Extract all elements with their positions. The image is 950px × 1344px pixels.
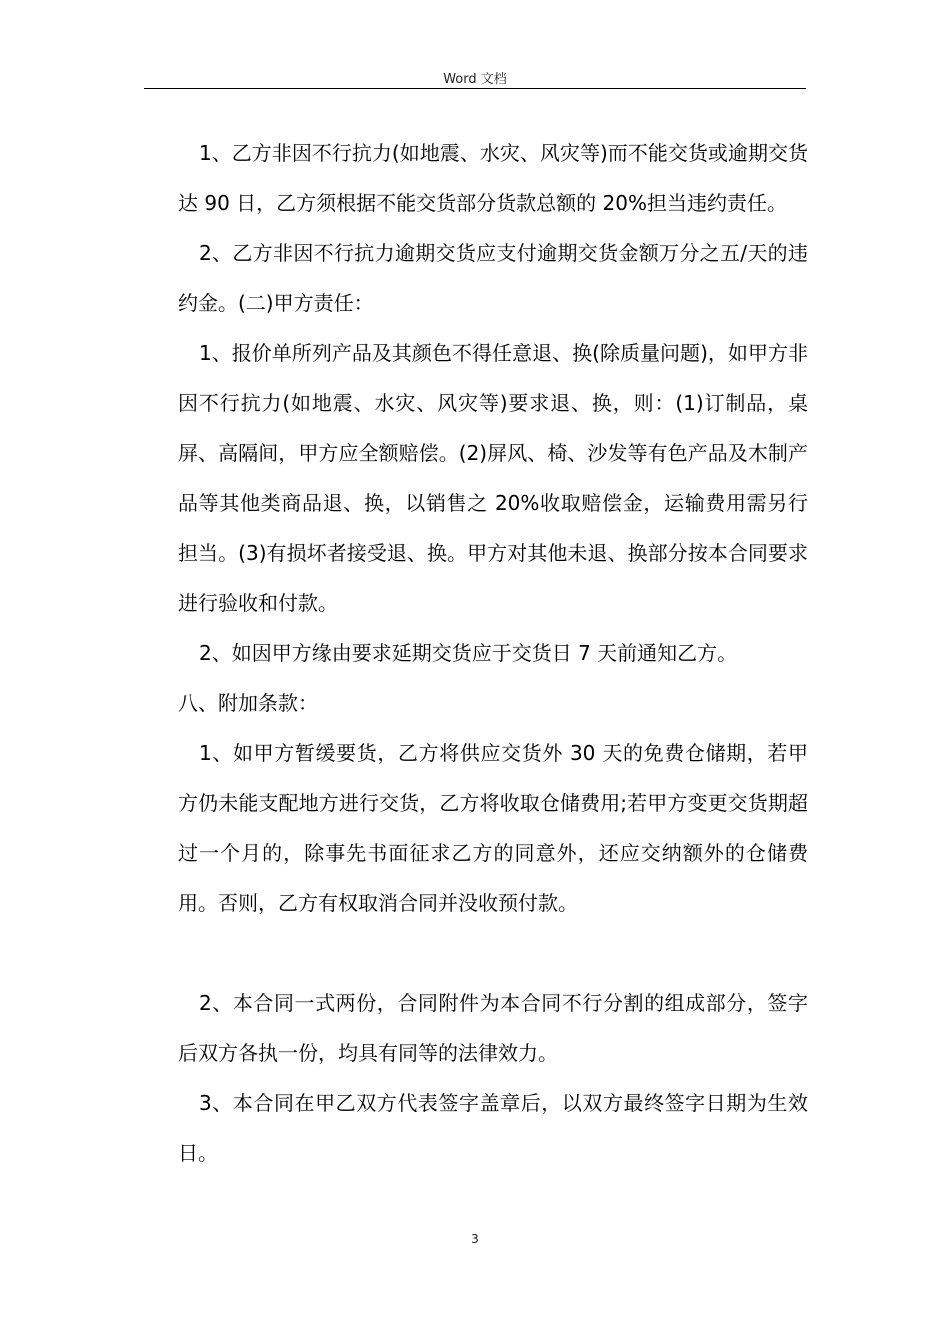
clause-paragraph-6: 1、如甲方暂缓要货，乙方将供应交货外 30 天的免费仓储期，若甲方仍未能支配地方进行交货，乙方将收取仓储费用;若甲方变更交货期超过一个月的，除事先书面征求乙方的同意外，还应交纳额外的仓储费用。否则，乙方有权取消合同并没收预付款。 bbox=[178, 741, 808, 915]
clause-paragraph-1: 1、乙方非因不行抗力(如地震、水灾、风灾等)而不能交货或逾期交货达 90 日，乙方须根据不能交货部分货款总额的 20%担当违约责任。 bbox=[178, 141, 808, 215]
clause-paragraph-2: 2、乙方非因不行抗力逾期交货应支付逾期交货金额万分之五/天的违约金。(二)甲方责任： bbox=[178, 241, 808, 315]
clause-paragraph-7: 2、本合同一式两份，合同附件为本合同不行分割的组成部分，签字后双方各执一份，均具有同等的法律效力。 bbox=[178, 991, 808, 1065]
page-header: Word 文档 bbox=[443, 72, 507, 87]
clause-paragraph-3: 1、报价单所列产品及其颜色不得任意退、换(除质量问题)，如甲方非因不行抗力(如地震、水灾、风灾等)要求退、换，则：(1)订制品，桌屏、高隔间，甲方应全额赔偿。(2)屏风、椅、沙发等有色产品及木制产品等其他类商品退、换，以销售之 20%收取赔偿金，运输费用需另行担当。(3)有损坏者接受退、换。甲方对其他未退、换部分按本合同要求进行验收和付款。 bbox=[178, 341, 808, 615]
header-divider bbox=[144, 88, 806, 89]
blank-line bbox=[178, 928, 808, 978]
section-heading: 八、附加条款： bbox=[178, 691, 318, 715]
document-body bbox=[178, 128, 808, 1178]
clause-paragraph-4: 2、如因甲方缘由要求延期交货应于交货日 7 天前通知乙方。 bbox=[199, 641, 738, 665]
clause-paragraph-8: 3、本合同在甲乙双方代表签字盖章后，以双方最终签字日期为生效日。 bbox=[178, 1091, 808, 1165]
page-number: 3 bbox=[471, 1232, 479, 1246]
